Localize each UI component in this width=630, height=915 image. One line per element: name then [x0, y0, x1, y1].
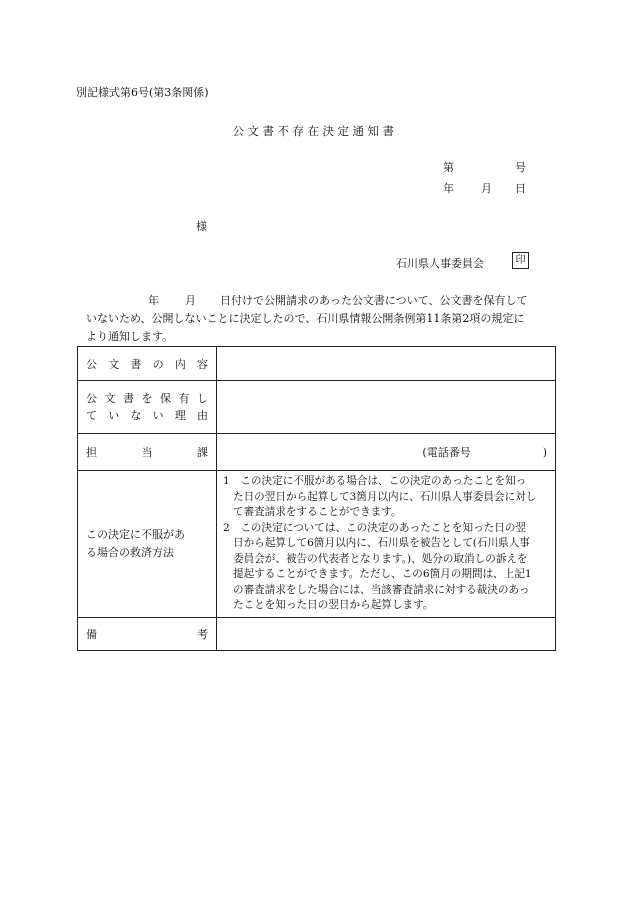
label-char: 理: [174, 409, 186, 422]
info-table: [77, 346, 556, 651]
label-char: 容: [196, 357, 208, 371]
label-char: 書: [130, 357, 142, 371]
remedy-label-cell: [78, 471, 217, 618]
addressee-suffix: 様: [196, 220, 207, 233]
body-line-1-text: 日付けで公開請求のあった公文書について、公文書を保有して: [220, 294, 528, 307]
doc-number-suffix: 号: [515, 161, 526, 174]
section-value-cell: [217, 434, 556, 471]
label-char: 担: [86, 446, 97, 459]
label-char: し: [197, 392, 208, 405]
remedy-2-line: 委員会が、被告の代表者となります。)、処分の取消しの訴えを: [233, 552, 528, 565]
label-char: 書: [123, 392, 134, 405]
issuer-name: 石川県人事委員会: [396, 257, 484, 270]
remedy-2-line: たことを知った日の翌日から起算します。: [233, 599, 434, 611]
section-label: [86, 444, 208, 460]
remedy-2-line: 日から起算して6箇月以内に、石川県を被告として(石川県人事: [233, 537, 530, 549]
label-char: 内: [174, 357, 186, 371]
remedy-1-line: た日の翌日から起算して3箇月以内に、石川県人事委員会に対し: [233, 490, 537, 503]
reason-label-cell: [78, 381, 217, 434]
remedy-1-line: 1 この決定に不服がある場合は、この決定のあったことを知っ: [223, 475, 527, 487]
table-row: [78, 347, 556, 381]
table-row: [78, 617, 556, 650]
phone-close: ): [542, 446, 547, 459]
body-month-label: 月: [185, 294, 196, 307]
label-char: 課: [197, 446, 208, 459]
table-row: [78, 434, 556, 471]
label-char: 公: [86, 392, 97, 405]
label-char: 保: [160, 392, 171, 405]
table-row: [78, 381, 556, 434]
body-line-1: [78, 292, 558, 310]
reason-value-cell: [217, 381, 556, 434]
remedy-label-line-1: この決定に不服があ: [86, 527, 185, 541]
remarks-label-cell: [78, 617, 217, 650]
label-char: い: [152, 409, 164, 422]
remarks-value-cell: [217, 617, 556, 650]
label-char: な: [130, 409, 142, 422]
remedy-1-line: て審査請求をすることができます。: [233, 506, 402, 518]
label-char: 文: [108, 357, 120, 371]
label-char: 文: [104, 392, 116, 405]
remedy-2-line: 2 この決定については、この決定のあったことを知った日の翌: [223, 521, 527, 534]
content-label-cell: [78, 347, 217, 381]
label-char: 公: [86, 357, 97, 371]
remedy-value-cell: [217, 471, 556, 618]
form-number: 別記様式第6号(第3条関係): [76, 86, 209, 99]
label-char: 有: [178, 392, 190, 405]
remedy-2-line: の審査請求をした場合には、当該審査請求に対する裁決のあっ: [233, 583, 530, 596]
remedy-item-1: [223, 474, 549, 521]
reason-label-line-2: [86, 407, 208, 424]
label-char: の: [152, 357, 164, 371]
label-char: い: [108, 409, 120, 422]
remedy-2-line: 提起することができます。ただし、この6箇月の期間は、上記1: [233, 568, 532, 580]
doc-number-prefix: 第: [443, 161, 454, 174]
phone-label: (電話番号: [422, 446, 471, 459]
label-char: て: [86, 409, 97, 422]
page-title: 公文書不存在決定通知書: [232, 124, 398, 138]
body-line-3: より通知します。: [86, 330, 174, 343]
label-char: を: [141, 392, 153, 405]
remarks-label: [86, 626, 208, 642]
remedy-label-line-2: る場合の救済方法: [86, 545, 174, 559]
content-value-cell: [217, 347, 556, 381]
date-year-label: 年: [443, 182, 454, 195]
reason-label-line-1: [86, 390, 208, 407]
label-char: 由: [196, 409, 208, 422]
label-char: 当: [141, 446, 153, 459]
remedy-item-2: [223, 521, 549, 614]
notice-body: [78, 292, 558, 346]
table-row: [78, 471, 556, 618]
seal-mark: 印: [512, 252, 529, 269]
date-day-label: 日: [515, 182, 526, 195]
section-label-cell: [78, 434, 217, 471]
body-line-2: いないため、公開しないことに決定したので、石川県情報公開条例第11条第2項の規定に: [86, 312, 525, 325]
date-month-label: 月: [481, 182, 492, 195]
label-char: 考: [197, 627, 208, 641]
label-char: 備: [86, 627, 97, 641]
content-label: [86, 356, 208, 372]
body-year-label: 年: [148, 294, 159, 307]
